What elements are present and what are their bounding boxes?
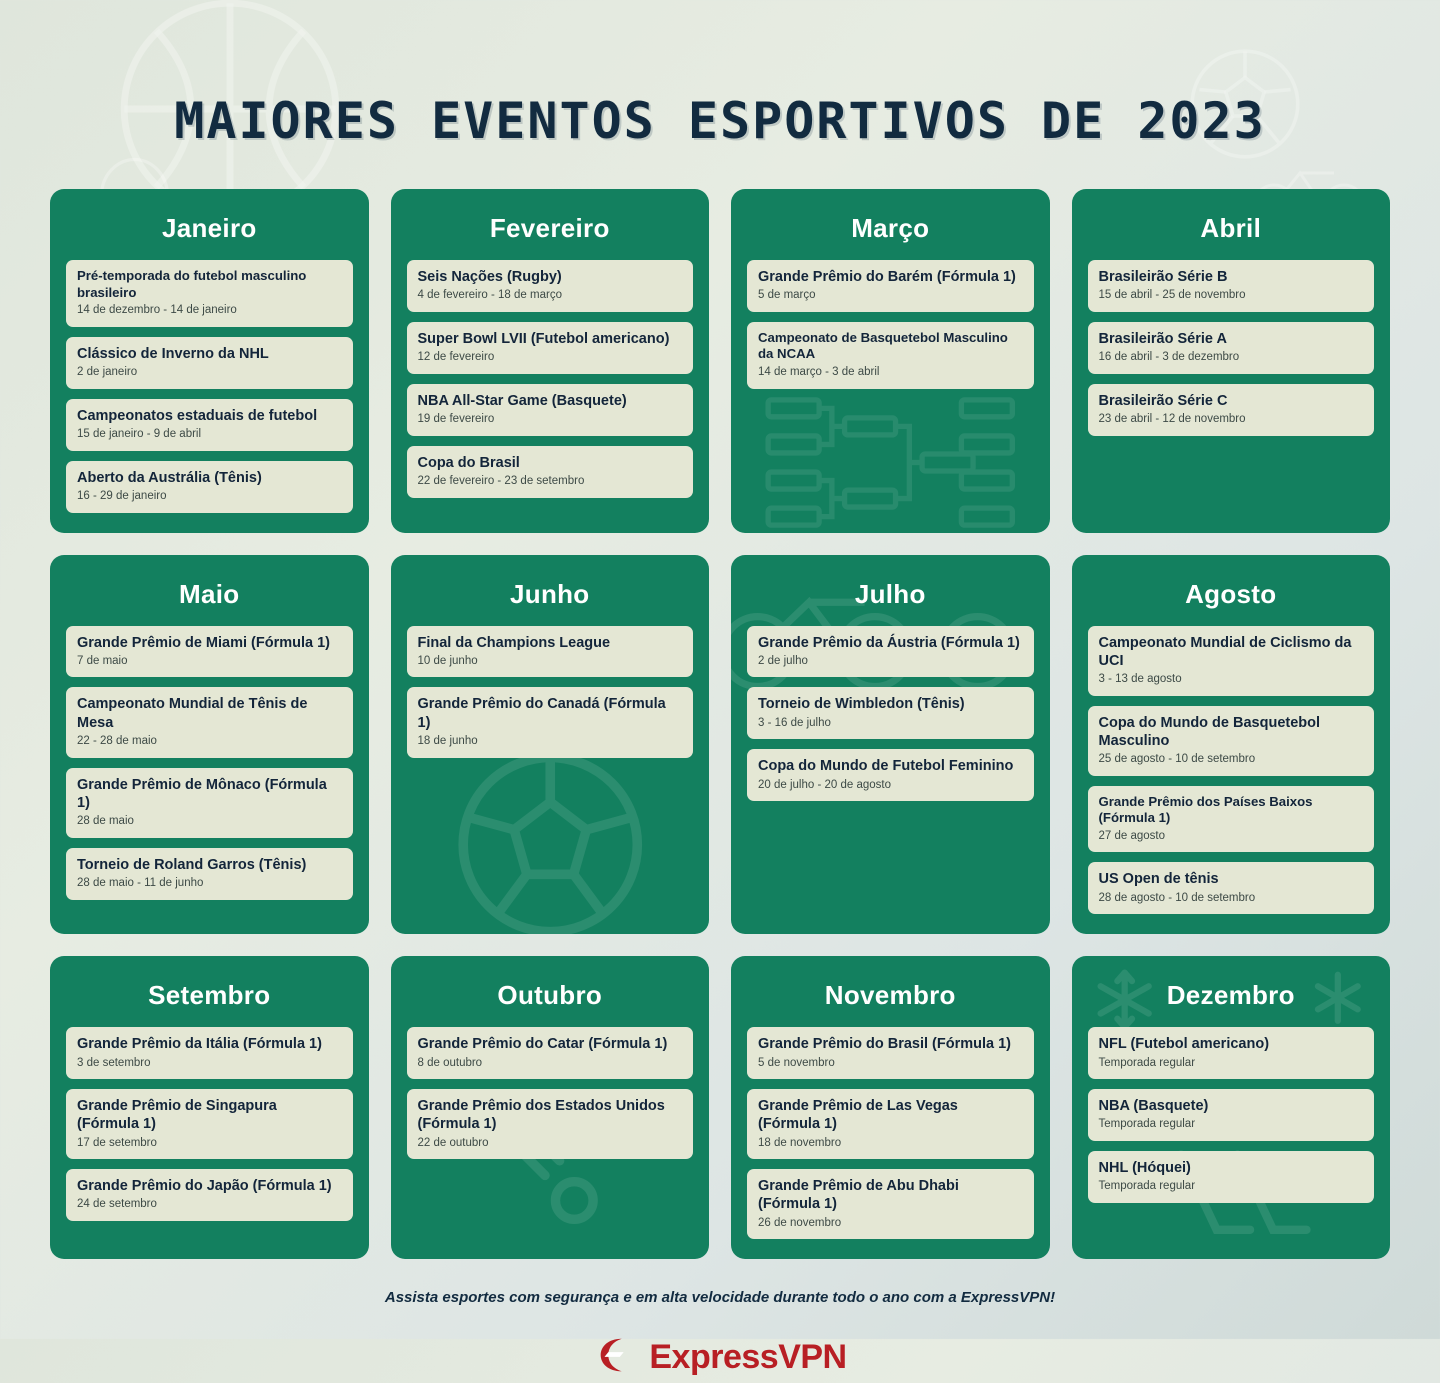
event-name: Copa do Mundo de Basquetebol Masculino	[1098, 714, 1321, 749]
event-list	[747, 1027, 1034, 1239]
infographic-page	[0, 34, 1440, 1377]
month-card-agosto	[1072, 555, 1391, 935]
event-date: 22 de fevereiro - 23 de setembro	[417, 474, 585, 487]
list-item[interactable]	[66, 626, 353, 678]
event-date: 28 de agosto - 10 de setembro	[1098, 891, 1256, 904]
event-name: Grande Prêmio de Las Vegas (Fórmula 1)	[758, 1098, 958, 1133]
list-item[interactable]	[66, 1027, 353, 1079]
event-date: 8 de outubro	[417, 1056, 483, 1069]
event-name: Grande Prêmio de Mônaco (Fórmula 1)	[77, 776, 327, 811]
month-card-marco	[731, 189, 1050, 533]
event-list	[1088, 626, 1375, 915]
list-item[interactable]	[747, 260, 1034, 312]
list-item[interactable]	[747, 626, 1034, 678]
list-item[interactable]	[66, 260, 353, 327]
event-list	[747, 626, 1034, 802]
event-name: Campeonato de Basquetebol Masculino da NCAA	[758, 329, 1008, 362]
event-name: Grande Prêmio do Brasil (Fórmula 1)	[758, 1036, 1011, 1053]
event-name: Campeonato Mundial de Tênis de Mesa	[77, 696, 308, 731]
event-date: 23 de abril - 12 de novembro	[1098, 412, 1246, 425]
event-date: Temporada regular	[1098, 1118, 1196, 1131]
list-item[interactable]	[747, 749, 1034, 801]
event-name: Final da Champions League	[417, 634, 611, 651]
event-date: 2 de janeiro	[77, 365, 138, 378]
event-date: 4 de fevereiro - 18 de março	[417, 289, 562, 302]
event-name: Grande Prêmio de Singapura (Fórmula 1)	[77, 1098, 277, 1133]
event-name: Pré-temporada do futebol masculino brasileiro	[77, 268, 307, 300]
list-item[interactable]	[66, 848, 353, 900]
expressvpn-logo	[50, 1332, 1390, 1383]
event-list	[747, 260, 1034, 389]
event-date: 26 de novembro	[758, 1216, 842, 1229]
event-name: Grande Prêmio de Abu Dhabi (Fórmula 1)	[758, 1178, 959, 1213]
event-name: NBA (Basquete)	[1098, 1098, 1209, 1115]
event-list	[407, 260, 694, 498]
event-date: 5 de novembro	[758, 1056, 835, 1069]
list-item[interactable]	[1088, 384, 1375, 436]
list-item[interactable]	[66, 1089, 353, 1159]
list-item[interactable]	[407, 446, 694, 498]
list-item[interactable]	[407, 1027, 694, 1079]
list-item[interactable]	[1088, 862, 1375, 914]
event-date: 24 de setembro	[77, 1198, 157, 1211]
event-name: Torneio de Roland Garros (Tênis)	[77, 856, 307, 873]
event-name: Copa do Mundo de Futebol Feminino	[758, 758, 1014, 775]
month-card-setembro	[50, 956, 369, 1259]
month-title: Dezembro	[1166, 980, 1295, 1011]
event-date: 28 de maio	[77, 814, 134, 827]
month-title: Setembro	[148, 980, 271, 1011]
event-date: Temporada regular	[1098, 1056, 1196, 1069]
event-date: 18 de junho	[417, 734, 478, 747]
footer-note: Assista esportes com segurança e em alta velocidade durante todo o ano com a ExpressVPN!	[384, 1289, 1056, 1307]
event-name: Grande Prêmio do Japão (Fórmula 1)	[77, 1178, 332, 1195]
event-date: 5 de março	[758, 289, 816, 302]
event-name: Seis Nações (Rugby)	[417, 269, 562, 285]
list-item[interactable]	[407, 322, 694, 374]
month-title: Maio	[179, 578, 240, 609]
month-card-abril	[1072, 189, 1391, 533]
event-name: Brasileirão Série B	[1098, 269, 1228, 285]
month-title: Fevereiro	[489, 213, 610, 243]
list-item[interactable]	[1088, 706, 1375, 776]
event-date: 16 de abril - 3 de dezembro	[1098, 351, 1240, 364]
list-item[interactable]	[1088, 626, 1375, 696]
event-name: Brasileirão Série A	[1098, 330, 1227, 347]
event-list	[66, 626, 353, 900]
list-item[interactable]	[407, 687, 694, 757]
event-date: 22 de outubro	[417, 1136, 489, 1149]
month-title: Março	[851, 213, 930, 243]
event-name: NFL (Futebol americano)	[1098, 1036, 1270, 1053]
event-date: 14 de dezembro - 14 de janeiro	[77, 304, 237, 316]
list-item[interactable]	[66, 768, 353, 838]
event-date: 27 de agosto	[1098, 829, 1166, 842]
month-card-junho	[391, 555, 710, 935]
month-card-janeiro	[50, 189, 369, 533]
event-date: 28 de maio - 11 de junho	[77, 876, 204, 889]
month-title: Junho	[510, 578, 590, 609]
list-item[interactable]	[66, 399, 353, 451]
list-item[interactable]	[66, 1169, 353, 1221]
event-name: NHL (Hóquei)	[1098, 1160, 1191, 1177]
event-date: 3 de setembro	[77, 1056, 151, 1069]
event-name: Aberto da Austrália (Tênis)	[77, 469, 262, 486]
month-card-novembro	[731, 956, 1050, 1259]
list-item[interactable]	[747, 322, 1034, 389]
month-title: Novembro	[824, 980, 956, 1011]
page-title: MAIORES EVENTOS ESPORTIVOS DE 2023	[174, 91, 1266, 150]
list-item[interactable]	[1088, 260, 1375, 312]
month-title: Outubro	[497, 980, 603, 1011]
event-name: US Open de tênis	[1098, 871, 1219, 888]
event-date: Temporada regular	[1098, 1180, 1196, 1193]
event-name: Super Bowl LVII (Futebol americano)	[417, 330, 670, 347]
event-list	[1088, 1027, 1375, 1203]
event-list	[407, 1027, 694, 1159]
list-item[interactable]	[1088, 786, 1375, 853]
list-item[interactable]	[1088, 1027, 1375, 1079]
event-date: 3 - 13 de agosto	[1098, 672, 1182, 685]
event-date: 7 de maio	[77, 654, 128, 667]
brand-name: ExpressVPN	[649, 1338, 847, 1377]
event-list	[66, 260, 353, 513]
event-name: NBA All-Star Game (Basquete)	[417, 392, 627, 409]
event-name: Brasileirão Série C	[1098, 392, 1228, 409]
event-name: Grande Prêmio dos Países Baixos (Fórmula 1)	[1098, 793, 1313, 826]
month-title: Agosto	[1185, 578, 1277, 609]
event-list	[407, 626, 694, 758]
list-item[interactable]	[1088, 1151, 1375, 1203]
month-title: Janeiro	[161, 213, 257, 243]
list-item[interactable]	[407, 260, 694, 312]
month-card-dezembro	[1072, 956, 1391, 1259]
list-item[interactable]	[407, 384, 694, 436]
month-card-julho	[731, 555, 1050, 935]
month-title: Julho	[854, 578, 926, 609]
list-item[interactable]	[1088, 322, 1375, 374]
expressvpn-mark-icon	[593, 1332, 639, 1383]
month-card-outubro	[391, 956, 710, 1259]
event-name: Grande Prêmio da Áustria (Fórmula 1)	[758, 634, 1020, 651]
event-date: 12 de fevereiro	[417, 351, 495, 364]
event-date: 3 - 16 de julho	[758, 716, 831, 729]
event-date: 19 de fevereiro	[417, 412, 495, 425]
event-date: 18 de novembro	[758, 1136, 842, 1149]
list-item[interactable]	[407, 1089, 694, 1159]
event-date: 15 de janeiro - 9 de abril	[77, 427, 202, 440]
event-date: 17 de setembro	[77, 1136, 157, 1149]
event-name: Campeonatos estaduais de futebol	[77, 407, 318, 424]
event-date: 20 de julho - 20 de agosto	[758, 778, 891, 791]
list-item[interactable]	[66, 337, 353, 389]
event-name: Clássico de Inverno da NHL	[77, 345, 269, 362]
list-item[interactable]	[747, 1089, 1034, 1159]
months-grid	[50, 189, 1390, 1259]
month-card-fevereiro	[391, 189, 710, 533]
event-date: 14 de março - 3 de abril	[758, 365, 880, 378]
event-date: 15 de abril - 25 de novembro	[1098, 289, 1246, 302]
event-name: Grande Prêmio dos Estados Unidos (Fórmula 1)	[417, 1098, 665, 1133]
event-name: Grande Prêmio da Itália (Fórmula 1)	[77, 1036, 322, 1053]
list-item[interactable]	[747, 1027, 1034, 1079]
event-date: 10 de junho	[417, 654, 478, 667]
event-name: Grande Prêmio de Miami (Fórmula 1)	[77, 634, 330, 651]
month-title: Abril	[1200, 213, 1262, 243]
month-card-maio	[50, 555, 369, 935]
event-name: Grande Prêmio do Barém (Fórmula 1)	[758, 269, 1016, 285]
event-name: Grande Prêmio do Canadá (Fórmula 1)	[417, 696, 666, 731]
event-date: 22 - 28 de maio	[77, 734, 157, 747]
list-item[interactable]	[1088, 1089, 1375, 1141]
list-item[interactable]	[66, 687, 353, 757]
event-name: Campeonato Mundial de Ciclismo da UCI	[1098, 634, 1352, 669]
list-item[interactable]	[407, 626, 694, 678]
list-item[interactable]	[747, 1169, 1034, 1239]
event-list	[66, 1027, 353, 1221]
event-name: Grande Prêmio do Catar (Fórmula 1)	[417, 1036, 668, 1053]
list-item[interactable]	[66, 461, 353, 513]
event-date: 2 de julho	[758, 654, 808, 667]
event-date: 25 de agosto - 10 de setembro	[1098, 752, 1256, 765]
list-item[interactable]	[747, 687, 1034, 739]
event-list	[1088, 260, 1375, 436]
event-date: 16 - 29 de janeiro	[77, 489, 167, 502]
event-name: Torneio de Wimbledon (Tênis)	[758, 696, 965, 713]
event-name: Copa do Brasil	[417, 454, 520, 471]
